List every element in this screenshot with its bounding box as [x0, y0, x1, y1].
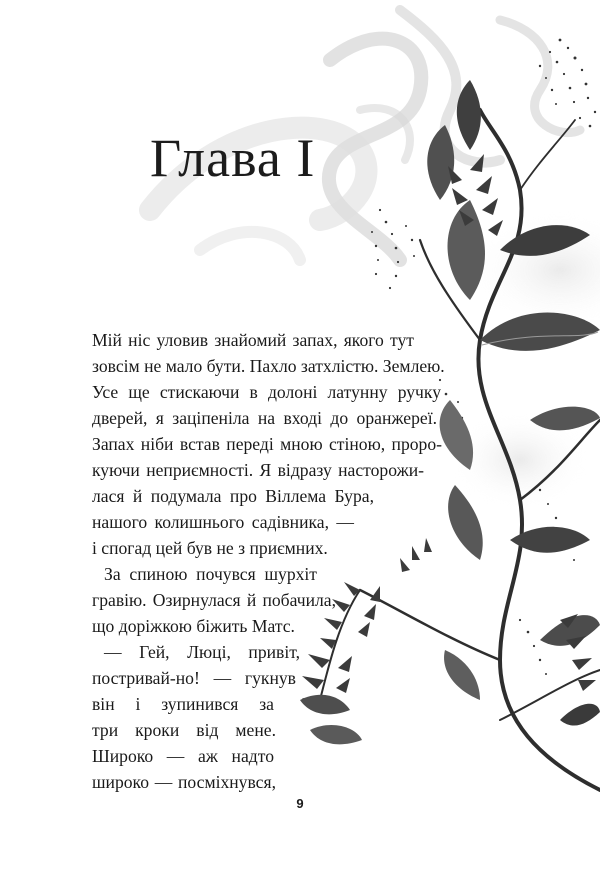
body-line-3: Усе ще стискаючи в долоні латунну ручку [92, 382, 441, 402]
body-line-6: куючи неприємності. Я відразу насторожи- [92, 460, 424, 480]
page-number: 9 [296, 796, 304, 811]
chapter-title: Глава I [150, 128, 316, 188]
body-line-5: Запах ніби встав переді мною стіною, проро- [92, 434, 442, 454]
body-line-16: три кроки від мене. [92, 720, 276, 740]
body-line-14: постривай-но! — гукнув [92, 668, 296, 688]
body-line-13: — Гей, Люці, привіт, [104, 642, 300, 662]
body-line-18: широко — посміхнувся, [92, 772, 276, 792]
body-line-8: нашого колишнього садівника, — [92, 512, 354, 532]
body-line-11: гравію. Озирнулася й побачила, [92, 590, 336, 610]
body-line-4: дверей, я заціпеніла на вході до оранжереї. [92, 408, 437, 428]
body-line-12: що доріжкою біжить Матс. [92, 616, 295, 636]
body-line-2: зовсім не мало бути. Пахло затхлістю. Землею. [92, 356, 445, 376]
body-line-7: лася й подумала про Віллема Бура, [92, 486, 374, 506]
body-line-9: і спогад цей був не з приємних. [92, 538, 328, 558]
body-line-10: За спиною почувся шурхіт [104, 564, 317, 584]
body-line-17: Широко — аж надто [92, 746, 274, 766]
body-line-15: він і зупинився за [92, 694, 274, 714]
body-line-1: Мій ніс уловив знайомий запах, якого тут [92, 330, 414, 350]
